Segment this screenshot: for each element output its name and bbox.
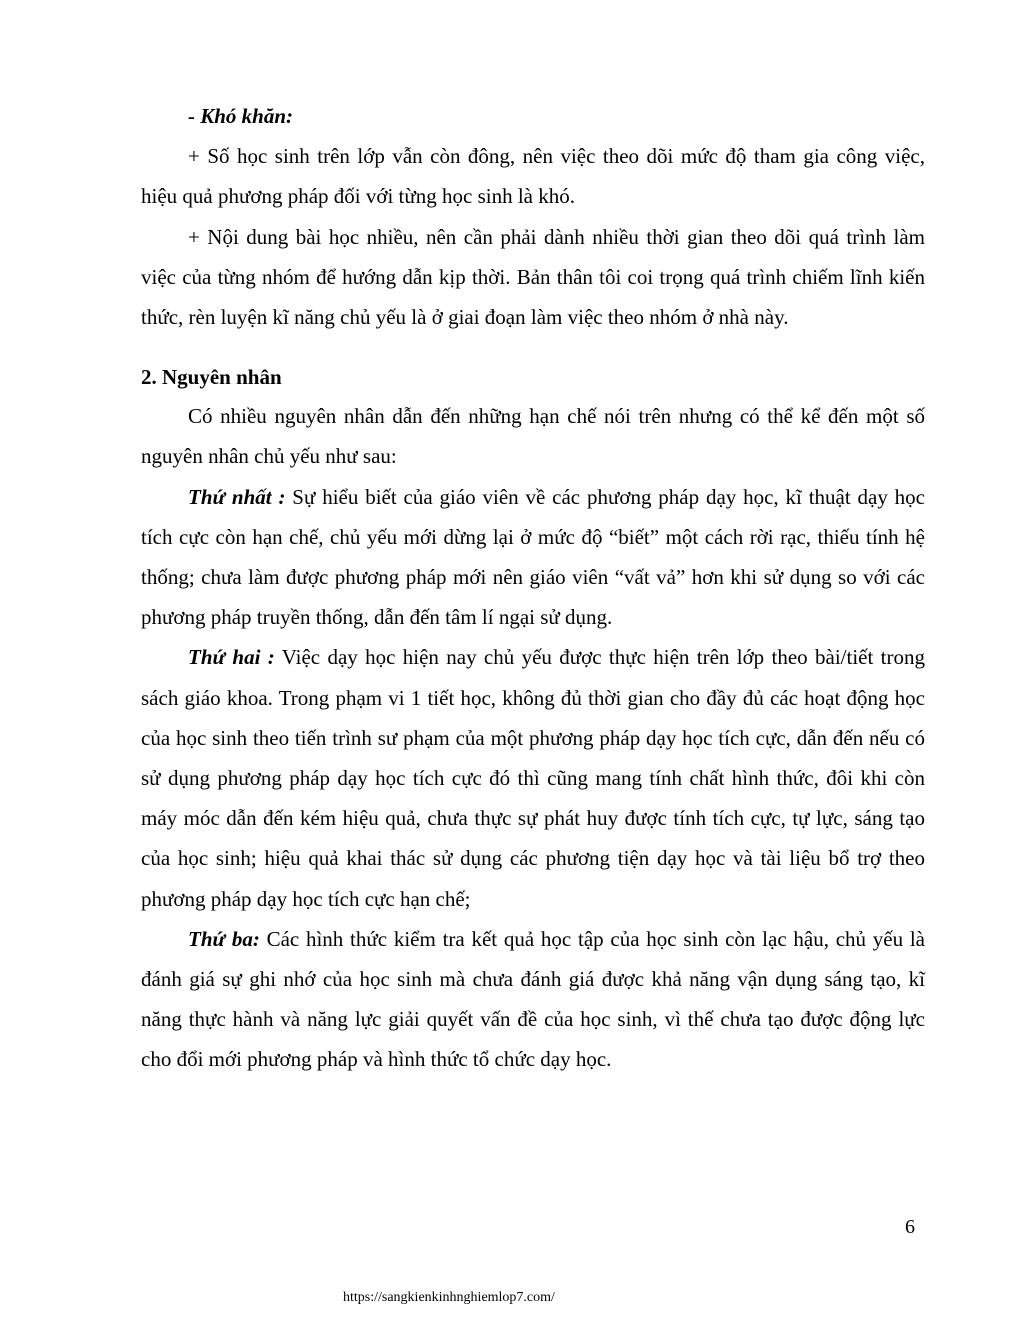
reason-lead-3: Thứ ba:	[188, 926, 260, 951]
reason-lead-1: Thứ nhất :	[188, 484, 286, 509]
reason-text-3: Các hình thức kiểm tra kết quả học tập của học sinh còn lạc hậu, chủ yếu là đánh giá sự ghi nhớ của học sinh mà chưa đánh giá được khả năng vận dụng sáng tạo, kĩ năng thực hành và năng lực giải quyết vấn đề của học sinh, vì thế chưa tạo được động lực cho đổi mới phương pháp và hình thức tổ chức dạy học.	[141, 926, 925, 1072]
difficulty-item-2: + Nội dung bài học nhiều, nên cần phải dành nhiều thời gian theo dõi quá trình làm việc của từng nhóm để hướng dẫn kịp thời. Bản thân tôi coi trọng quá trình chiếm lĩnh kiến thức, rèn luyện kĩ năng chủ yếu là ở giai đoạn làm việc theo nhóm ở nhà này.	[141, 224, 925, 330]
reason-text-1: Sự hiểu biết của giáo viên về các phương pháp dạy học, kĩ thuật dạy học tích cực còn hạn chế, chủ yếu mới dừng lại ở mức độ “biết” một cách rời rạc, thiếu tính hệ thống; chưa làm được phương pháp mới nên giáo viên “vất vả” hơn khi sử dụng so với các phương pháp truyền thống, dẫn đến tâm lí ngại sử dụng.	[141, 484, 926, 630]
page-number: 6	[905, 1216, 915, 1238]
difficulty-heading: - Khó khăn:	[188, 104, 294, 128]
intro-paragraph: Có nhiều nguyên nhân dẫn đến những hạn chế nói trên nhưng có thể kể đến một số nguyên nhân chủ yếu như sau:	[141, 404, 925, 469]
reason-paragraph-3	[141, 919, 925, 1080]
reason-text-2: Việc dạy học hiện nay chủ yếu được thực hiện trên lớp theo bài/tiết trong sách giáo khoa. Trong phạm vi 1 tiết học, không đủ thời gian cho đầy đủ các hoạt động học của học sinh theo tiến trình sư phạm của một phương pháp dạy học tích cực, dẫn đến nếu có sử dụng phương pháp dạy học tích cực đó thì cũng mang tính chất hình thức, đôi khi còn máy móc dẫn đến kém hiệu quả, chưa thực sự phát huy được tính tích cực, tự lực, sáng tạo của học sinh; hiệu quả khai thác sử dụng các phương tiện dạy học và tài liệu bổ trợ theo phương pháp dạy học tích cực hạn chế;	[141, 645, 925, 911]
reason-paragraph-1	[141, 477, 925, 638]
reason-lead-2: Thứ hai :	[188, 645, 275, 670]
section-title: 2. Nguyên nhân	[141, 365, 282, 390]
document-body	[141, 96, 925, 1080]
difficulty-item-1: + Số học sinh trên lớp vẫn còn đông, nên việc theo dõi mức độ tham gia công việc, hiệu quả phương pháp đối với từng học sinh là khó.	[141, 144, 925, 209]
footer-url[interactable]: https://sangkienkinhnghiemlop7.com/	[343, 1290, 555, 1305]
reason-paragraph-2	[141, 637, 925, 918]
